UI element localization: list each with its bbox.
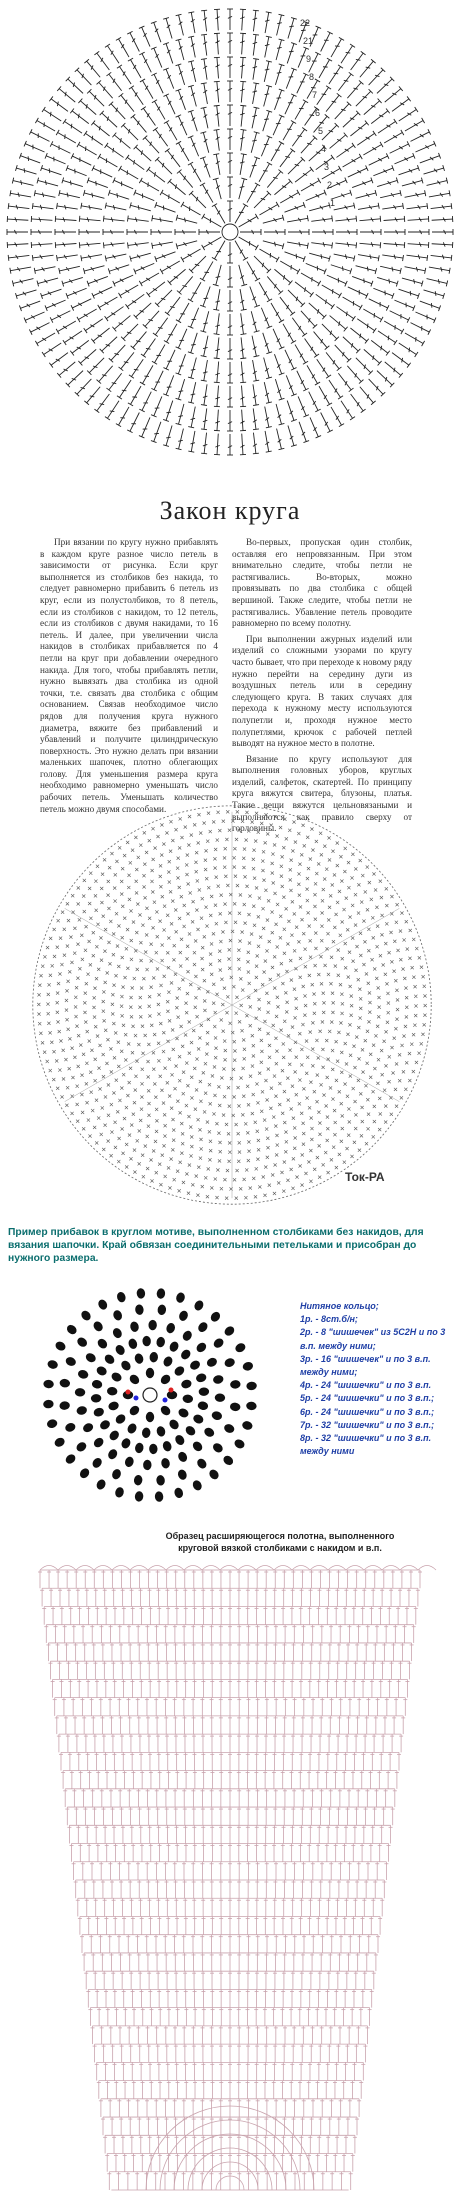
legend-line: 4р. - 24 "шишечки" и по 3 в.п.	[300, 1380, 432, 1391]
bobble-stitch	[195, 1372, 208, 1383]
bobble-stitch	[177, 1407, 190, 1419]
bobble-stitch	[92, 1320, 105, 1333]
row-number: 5	[318, 126, 324, 136]
bobble-stitch	[149, 1352, 158, 1363]
legend-line: 8р. - 32 "шишечки" и по 3 в.п. между ними	[300, 1433, 432, 1457]
bobble-stitch	[108, 1429, 121, 1442]
bobble-stitch	[133, 1474, 143, 1485]
bobble-stitch	[134, 1442, 144, 1454]
bobble-stitch	[95, 1478, 107, 1491]
row-number: 6	[315, 108, 321, 118]
row-number: 21	[303, 36, 314, 46]
row-number: 8	[309, 72, 315, 82]
start-marker	[126, 1390, 131, 1395]
start-marker	[163, 1398, 168, 1403]
bobble-stitch	[195, 1457, 208, 1470]
bobble-stitch	[149, 1443, 158, 1454]
row-number: 4	[321, 144, 327, 154]
bobble-stitch	[198, 1387, 209, 1396]
bobble-stitch	[127, 1338, 138, 1351]
bobble-stitch	[75, 1440, 88, 1453]
bobble-stitch	[156, 1475, 166, 1486]
bobble-stitch	[114, 1343, 127, 1356]
bobble-stitch	[128, 1404, 141, 1417]
bobble-stitch	[59, 1378, 70, 1388]
bobble-stitch	[142, 1427, 151, 1438]
watermark: Ток-РА	[345, 1170, 385, 1184]
bobble-stitch	[43, 1399, 54, 1408]
bobble-stitch	[168, 1418, 181, 1431]
bobble-stitch	[154, 1491, 163, 1502]
round-chart-1	[0, 0, 460, 470]
bobble-stitch	[120, 1437, 132, 1450]
bobble-stitch	[203, 1426, 216, 1439]
round-chart-2	[0, 790, 460, 1220]
bobble-stitch	[222, 1454, 235, 1467]
bobble-stitch	[209, 1310, 222, 1323]
bobble-stitch	[212, 1374, 224, 1384]
bobble-stitch	[155, 1425, 166, 1437]
filet-grid	[38, 1566, 436, 2191]
legend-line: 7р. - 32 "шишечки" и по 3 в.п.;	[300, 1419, 435, 1430]
bobble-stitch	[246, 1401, 257, 1410]
bobble-stitch	[195, 1341, 208, 1354]
bobble-stitch	[196, 1320, 209, 1333]
bobble-stitch	[93, 1407, 106, 1418]
sc-rings	[33, 806, 431, 1204]
expanding-panel-drawing	[0, 1560, 460, 2197]
bobble-stitch	[134, 1491, 143, 1502]
bobble-stitch	[114, 1413, 127, 1426]
bobble-stitch	[98, 1418, 111, 1431]
bobble-stitch	[114, 1486, 125, 1498]
bobble-stitch	[173, 1364, 186, 1377]
bobble-stitch	[223, 1357, 236, 1369]
bobble-stitch	[146, 1412, 154, 1422]
bobble-stitch	[159, 1373, 172, 1386]
bobble-stitch	[91, 1394, 102, 1403]
bobble-stitch	[106, 1448, 119, 1461]
bobble-stitch	[192, 1413, 205, 1425]
bobble-stitch	[173, 1433, 186, 1446]
bobble-stitch	[77, 1369, 89, 1380]
bobble-stitch	[148, 1320, 157, 1331]
row-number: 22	[300, 18, 311, 28]
bobble-stitch	[124, 1456, 135, 1468]
bobble-stitch	[177, 1450, 189, 1463]
bobble-stitch	[43, 1379, 54, 1388]
bobble-stitch	[64, 1421, 77, 1433]
round-chart-1-drawing	[0, 0, 460, 470]
start-marker	[134, 1396, 139, 1401]
bobble-stitch	[207, 1468, 220, 1481]
bobble-stitch	[205, 1356, 218, 1368]
bobble-stitch	[146, 1368, 154, 1378]
article-paragraph: Во-первых, пропуская один столбик, оставляя его непровязанным. При этом внимательно следите, чтобы петли не растягивались. Во-вторых, можно провязывать по два столбика с общей вершиной. Также следите, чтобы петли не растягивались. Убавление петель проводите равномерно по всему полотну.	[232, 537, 412, 629]
row-number: 1	[330, 198, 336, 208]
bobble-stitch	[75, 1336, 88, 1349]
bobble-stitch	[178, 1309, 190, 1322]
bobble-stitch	[143, 1460, 152, 1471]
bobble-stitch	[184, 1424, 197, 1437]
bobble-stitch	[64, 1452, 77, 1465]
bobble-stitch	[230, 1380, 241, 1390]
bobble-stitch	[211, 1441, 224, 1454]
bobble-rings	[43, 1288, 257, 1502]
row-number: 3	[324, 162, 330, 172]
bobble-stitch	[193, 1299, 205, 1312]
bobble-stitch	[92, 1436, 105, 1449]
bobble-stitch	[142, 1336, 151, 1347]
bobble-stitch	[175, 1291, 186, 1303]
article-column-1	[40, 537, 218, 819]
article-paragraph: При выполнении ажурных изделий или изделий со сложными узорами по кругу часто бывает, что при переходе к новому ряду нужно перейти на середину дуги из воздушных петель или в середину следующего круга. В таких случаях для перехода к нужному месту используются полупетли и, проходя нужное место полупетлями, крючок с рабочей петлей выводят на нужное место в полотне.	[232, 633, 412, 749]
legend-line: 1р. - 8ст.б/н;	[300, 1314, 358, 1325]
bobble-stitch	[116, 1291, 127, 1303]
bobble-stitch	[82, 1422, 95, 1434]
bobble-stitch	[242, 1361, 254, 1372]
bobble-stitch	[233, 1438, 246, 1450]
bobble-stitch	[79, 1309, 92, 1322]
bobble-stitch	[95, 1365, 108, 1377]
bobble-stitch	[84, 1351, 97, 1364]
bobble-stitch	[103, 1353, 116, 1366]
bobble-stitch	[65, 1323, 78, 1336]
bobble-stitch	[46, 1359, 58, 1370]
bobble-stitch	[176, 1468, 188, 1481]
bobble-stitch	[126, 1422, 138, 1435]
bobble-stitch	[156, 1336, 166, 1348]
bobble-stitch	[134, 1352, 145, 1364]
bobble-stitch	[136, 1288, 145, 1299]
bobble-stitch	[211, 1410, 223, 1421]
bobble-stitch	[128, 1373, 141, 1386]
legend-line: 2р. - 8 "шишечек" из 5С2Н и по 3 в.п. между ними;	[300, 1327, 446, 1351]
expanding-panel-chart	[0, 1560, 460, 2197]
bobble-stitch	[112, 1309, 124, 1322]
bobble-stitch	[157, 1304, 167, 1315]
bobble-stitch	[180, 1379, 192, 1390]
bobble-stitch	[111, 1468, 123, 1481]
bobble-stitch	[182, 1394, 193, 1403]
bobble-stitch	[191, 1440, 204, 1453]
bobble-stitch	[165, 1322, 176, 1334]
bobble-stitch	[119, 1359, 132, 1372]
bobble-stitch	[179, 1348, 192, 1361]
bobble-motif	[0, 1280, 460, 1510]
article-title: Закон круга	[159, 496, 301, 525]
article-paragraph: При вязании по кругу нужно прибавлять в каждом круге разное число петель в зависимости от рисунка. Если круг выполняется из столбиков без накида, то следует равномерно прибавить 6 петель из круг, если из полустолбиков, то 8 петель, если из столбиков с накидом, то 12 петель, если из столбиков с двумя накидами, то 16 петель. И далее, при увеличении числа накидов в столбиках прибавляется по 4 петли на круг при добавлении очередного накида. Для того, чтобы прибавлять петли, нужно вывязать два столбика из одной точки, т.е. связать два столбика с общим основанием. Связав необходимое число рядов для получения круга нужного диаметра, вяжите без прибавлений и убавлений и получите цилиндрическую поверхность. Это нужно делать при вязании маленьких шапочек, плотно облегающих голову. Для уменьшения размера круга необходимо равномерно уменьшать число рабочих петель. Уменьшать количество петель можно двумя способами.	[40, 537, 218, 814]
bobble-stitch	[135, 1304, 145, 1315]
bobble-stitch	[241, 1420, 253, 1431]
bobble-stitch	[215, 1393, 226, 1402]
bobble-stitch	[191, 1479, 203, 1492]
bobble-stitch	[229, 1402, 240, 1412]
bobble-stitch	[107, 1400, 119, 1411]
bobble-stitch	[181, 1329, 194, 1342]
bobble-stitch	[168, 1340, 180, 1353]
bobble-stitch	[156, 1288, 165, 1299]
legend-line: 3р. - 16 "шишечек" и по 3 в.п. между ними;	[300, 1353, 431, 1378]
bobble-stitch	[75, 1388, 86, 1397]
legend-line: 5р. - 24 "шишечки" и по 3 в.п.;	[300, 1393, 435, 1404]
bobble-stitch	[91, 1379, 103, 1389]
bobble-stitch	[59, 1401, 70, 1411]
bobble-stitch	[162, 1440, 173, 1453]
start-marker	[169, 1388, 174, 1393]
bobble-stitch	[64, 1356, 77, 1368]
bobble-stitch	[111, 1327, 123, 1340]
bobble-stitch	[173, 1487, 184, 1499]
caption-increase-example: Пример прибавок в круглом мотиве, выполненном столбиками без накидов, для вязания шапочки. Край обвязан соединительными петельками и присобран до нужного размера.	[8, 1227, 424, 1264]
bobble-stitch	[107, 1387, 118, 1396]
bobble-stitch	[129, 1321, 139, 1333]
bobble-stitch	[246, 1381, 257, 1390]
bobble-stitch	[53, 1436, 66, 1448]
bobble-stitch	[159, 1404, 172, 1417]
bobble-stitch	[110, 1371, 123, 1383]
bobble-stitch	[162, 1355, 174, 1368]
bobble-stitch	[91, 1456, 104, 1469]
bobble-stitch	[54, 1340, 67, 1352]
bobble-stitch	[46, 1418, 58, 1429]
expanding-panel-caption: Образец расширяющегося полотна, выполненного круговой вязкой столбиками с накидом и в.п.	[165, 1531, 395, 1553]
row-number: 2	[327, 180, 333, 190]
bobble-stitch	[223, 1324, 236, 1337]
row-number: 7	[312, 90, 318, 100]
bobble-stitch	[197, 1401, 209, 1411]
legend-line: Нитяное кольцо;	[300, 1301, 379, 1311]
bobble-stitch	[223, 1423, 236, 1435]
legend-line: 6р. - 24 "шишечки" и по 3 в.п.;	[300, 1406, 435, 1417]
row-number: 9	[306, 54, 312, 64]
bobble-stitch	[78, 1467, 91, 1480]
bobble-stitch	[160, 1457, 170, 1469]
bobble-stitch	[212, 1337, 225, 1350]
article-paragraph: Вязание по кругу используют для выполнения головных уборов, круглых изделий, салфеток, скатертей. По принципу круга вяжутся свитера, блузоны, платья. Такие вещи вяжутся цельновязаными и выполняются как правило сверху от горловины.	[232, 753, 412, 834]
bobble-stitch	[96, 1337, 109, 1350]
bobble-stitch	[188, 1359, 201, 1372]
bobble-stitch	[97, 1298, 109, 1311]
bobble-stitch	[76, 1405, 88, 1415]
bobble-stitch	[234, 1342, 247, 1354]
stitch-rings	[7, 9, 453, 455]
bobble-legend	[300, 1300, 455, 1458]
round-chart-2-drawing	[0, 790, 460, 1220]
